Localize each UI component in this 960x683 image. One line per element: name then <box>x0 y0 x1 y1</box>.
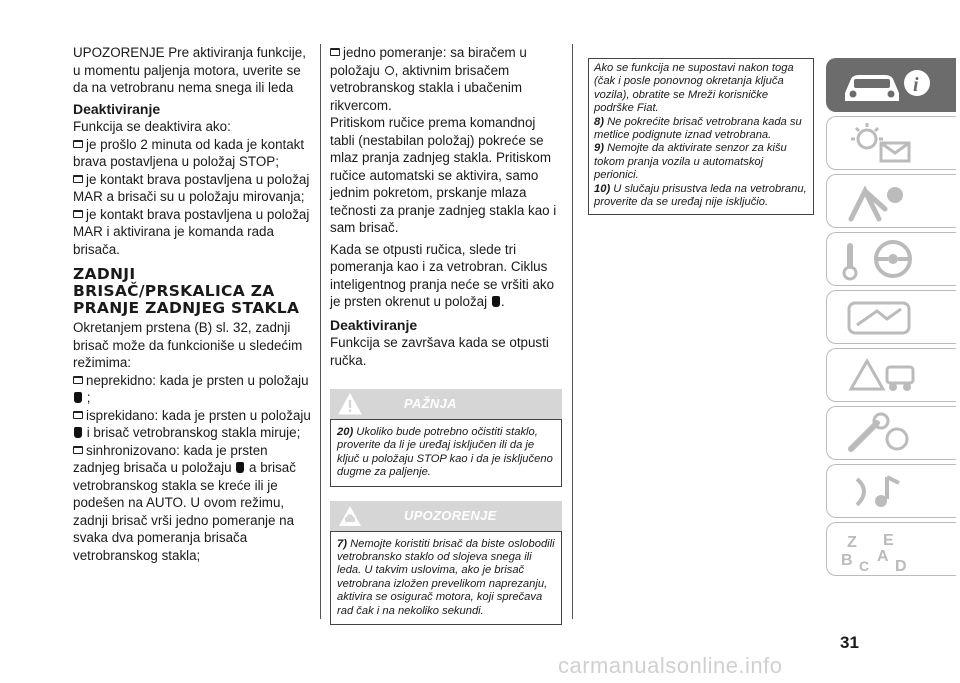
caution-box <box>330 501 562 625</box>
bullet-icon <box>73 175 83 183</box>
list-item: sinhronizovano: kada je prsten zadnjeg brisača u položaju a brisač vetrobranskog stakla se kreće ili je podešen na AUTO. U ovom režimu, zadnji brisač vrši jedno pomeranje na svaka dva pomeranja brisača vetrobranskog stakla; <box>73 442 296 563</box>
bullet-icon <box>73 411 83 419</box>
wiper-intermittent-icon <box>74 427 82 438</box>
page-number: 31 <box>840 633 859 652</box>
list-item: je kontakt brava postavljena u položaj MAR a brisači su u položaju mirovanja; <box>73 171 310 204</box>
wiper-sync-icon <box>236 462 244 473</box>
column-divider <box>320 44 321 619</box>
caution-body: 7) Nemojte koristiti brisač da biste oslobodili vetrobransko staklo od slojeva snega ili leda. U takvim uslovima, ako je brisač vetrobrana izložen prevelikom naprezanju, aktivira se osigurač motora, koji sprečava rad čak i na nekoliko sekundi. <box>330 531 562 625</box>
tab-safety[interactable] <box>826 174 956 228</box>
svg-text:i: i <box>913 74 919 96</box>
notes-lead: Ako se funkcija ne supostavi nakon toga (čak i posle ponovnog okretanja ključa vozila), obratite se Mreži korisničke podrške Fiat. <box>594 62 794 115</box>
tab-technical[interactable] <box>826 464 956 518</box>
section-text: Okretanjem prstena (B) sl. 32, zadnji brisač može da funkcioniše u sledećim režimima: <box>73 320 303 370</box>
column-middle <box>330 44 562 625</box>
wiper-continuous-icon <box>74 392 82 403</box>
index-icon <box>837 527 937 573</box>
caution-header <box>330 501 562 531</box>
list-item: je prošlo 2 minuta od kada je kontakt brava postavljena u položaj STOP; <box>73 136 305 169</box>
safety-airbag-icon <box>837 179 937 225</box>
svg-text:D: D <box>895 558 907 573</box>
column-left <box>73 44 313 564</box>
bullet-icon <box>73 376 83 384</box>
deactivation-heading: Deaktiviranje <box>330 316 418 333</box>
deactivation-text: Funkcija se deaktivira ako: <box>73 119 231 134</box>
column-right <box>588 58 814 215</box>
section-heading: ZADNJI BRISAČ/PRSKALICA ZA PRANJE ZADNJEG STAKLA <box>73 265 300 317</box>
tab-index[interactable] <box>826 522 956 576</box>
steering-key-icon <box>837 237 937 283</box>
attention-box <box>330 389 562 487</box>
note-item: 10) U slučaju prisustva leda na vetrobranu, proverite da se uređaj nije isključio. <box>594 182 807 209</box>
warning-triangle-icon <box>338 392 362 416</box>
maintenance-icon <box>837 411 937 457</box>
deactivation-text: Funkcija se završava kada se otpusti ručka. <box>330 335 549 368</box>
warning-lights-icon <box>837 121 937 167</box>
bullet-icon <box>73 140 83 148</box>
wiper-off-icon <box>385 66 394 75</box>
intro-paragraph: UPOZORENJE Pre aktiviranja funkcije, u momentu paljenja motora, uverite se da na vetrobranu nema snega ili leda <box>73 45 306 95</box>
engine-start-icon <box>837 295 937 341</box>
tab-starting-driving[interactable] <box>826 232 956 286</box>
wiper-continuous-icon <box>492 296 500 307</box>
note-item: 8) Ne pokrećite brisač vetrobrana kada su metlice podignute iznad vetrobrana. <box>594 115 802 142</box>
attention-header <box>330 389 562 419</box>
bullet-icon <box>73 210 83 218</box>
breakdown-icon <box>837 353 937 399</box>
watermark: carmanualsonline.info <box>558 653 783 678</box>
car-caution-icon <box>338 504 362 528</box>
note-item: 9) Nemojte da aktivirate senzor za kišu tokom pranja vozila u automatskoj perionici. <box>594 142 787 182</box>
caution-title: UPOZORENJE <box>404 507 497 523</box>
tab-warning-lights[interactable] <box>826 116 956 170</box>
svg-text:Z: Z <box>847 534 857 551</box>
column-divider <box>572 44 573 619</box>
svg-text:E: E <box>883 532 894 549</box>
tab-car-info[interactable] <box>826 58 956 112</box>
multimedia-icon <box>837 469 937 515</box>
svg-text:B: B <box>841 552 853 569</box>
attention-body: 20) Ukoliko bude potrebno očistiti staklo, proverite da li je uređaj isključen ili da je ključ u položaju STOP kao i da je isključeno dugme za paljenje. <box>330 419 562 487</box>
paragraph: Kada se otpusti ručica, slede tri pomeranja kao i za vetrobran. Ciklus inteligentnog pranja neće se vršiti ako je prsten okrenut u položaj . <box>330 241 555 309</box>
svg-text:A: A <box>877 548 889 565</box>
notes-box <box>588 58 814 215</box>
attention-title: PAŽNJA <box>404 396 457 412</box>
bullet-icon <box>73 446 83 454</box>
bullet-icon <box>330 48 340 56</box>
paragraph: Pritiskom ručice prema komandnoj tabli (nestabilan položaj) pokreće se mlaz pranja zadnjeg stakla. Pritiskom ručice automatski se aktivira, samo jednim pokretom, prskanje mlaza tečnosti za pranje zadnjeg stakla kao i sam brisač. <box>330 115 557 235</box>
tab-emergency[interactable] <box>826 348 956 402</box>
tab-dashboard[interactable] <box>826 290 956 344</box>
car-info-icon <box>837 63 937 109</box>
list-item: isprekidano: kada je prsten u položaju i brisač vetrobranskog stakla miruje; <box>73 407 313 442</box>
deactivation-heading: Deaktiviranje <box>73 100 161 117</box>
list-item: je kontakt brava postavljena u položaj MAR i aktivirana je komanda rada brisača. <box>73 206 310 257</box>
tab-maintenance[interactable] <box>826 406 956 460</box>
svg-text:C: C <box>859 558 870 573</box>
list-item: jedno pomeranje: sa biračem u položaju , aktivnim brisačem vetrobranskog stakla i ubačenim rikvercom. <box>330 45 527 113</box>
list-item: neprekidno: kada je prsten u položaju ; <box>73 372 313 407</box>
